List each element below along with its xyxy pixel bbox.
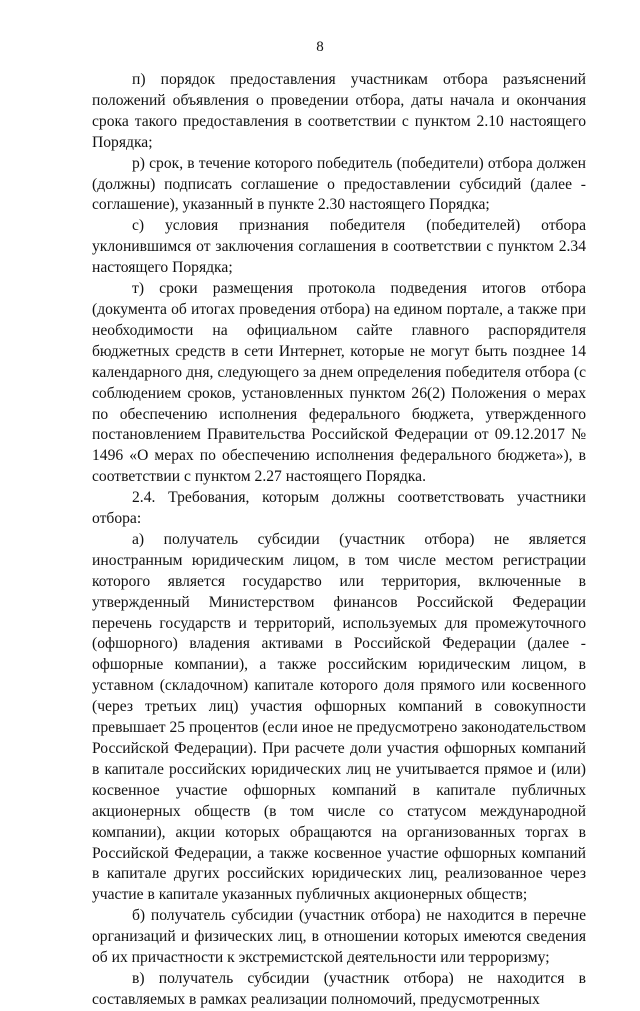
paragraph-item-v: в) получатель субсидии (участник отбора) не находится в составляемых в рамках реализации полномочий, предусмотренных (92, 969, 586, 1008)
paragraph-item-b: б) получатель субсидии (участник отбора) не находится в перечне организаций и физических лиц, в отношении которых имеются сведения об их причастности к экстремистской деятельности или терроризму; (92, 907, 586, 967)
paragraph-item-t: т) сроки размещения протокола подведения итогов отбора (документа об итогах проведения отбора) на едином портале, а также при необходимости на официальном сайте главного распорядителя бюджетных средств в сети Интернет, которые не могут быть позднее 14 календарного дня, следующего за днем определения победителя отбора (с соблюдением сроков, установленных пунктом 26(2) Положения о мерах по обеспечению исполнения федерального бюджета, утвержденного постановлением Правительства Российской Федерации от 09.12.2017 № 1496 «О мерах по обеспечению исполнения федерального бюджета»), в соответствии с пунктом 2.27 настоящего Порядка. (92, 280, 586, 486)
paragraph-item-s: с) условия признания победителя (победителей) отбора уклонившимся от заключения соглашения в соответствии с пунктом 2.34 настоящего Порядка; (92, 217, 586, 277)
paragraph-item-r: р) срок, в течение которого победитель (победители) отбора должен (должны) подписать соглашение о предоставлении субсидий (далее - соглашение), указанный в пункте 2.30 настоящего Порядка; (92, 154, 586, 214)
paragraph-item-a: а) получатель субсидии (участник отбора) не является иностранным юридическим лицом, в том числе местом регистрации которого является государство или территория, включенные в утвержденный Министерством финансов Российской Федерации перечень государств и территорий, используемых для промежуточного (офшорного) владения активами в Российской Федерации (далее - офшорные компании), а также российским юридическим лицом, в уставном (складочном) капитале которого доля прямого или косвенного (через третьих лиц) участия офшорных компаний в совокупности превышает 25 процентов (если иное не предусмотрено законодательством Российской Федерации). При расчете доли участия офшорных компаний в капитале российских юридических лиц не учитывается прямое и (или) косвенное участие офшорных компаний в капитале публичных акционерных обществ (в том числе со статусом международной компании), акции которых обращаются на организованных торгах в Российской Федерации, а также косвенное участие офшорных компаний в капитале других российских юридических лиц, реализованное через участие в капитале указанных публичных акционерных обществ; (92, 530, 586, 904)
paragraph-item-p: п) порядок предоставления участникам отбора разъяснений положений объявления о проведении отбора, даты начала и окончания срока такого предоставления в соответствии с пунктом 2.10 настоящего Порядка; (92, 71, 586, 151)
page-number: 8 (316, 39, 324, 55)
paragraph-section-2-4: 2.4. Требования, которым должны соответствовать участники отбора: (92, 489, 586, 528)
document-body (92, 70, 586, 1011)
